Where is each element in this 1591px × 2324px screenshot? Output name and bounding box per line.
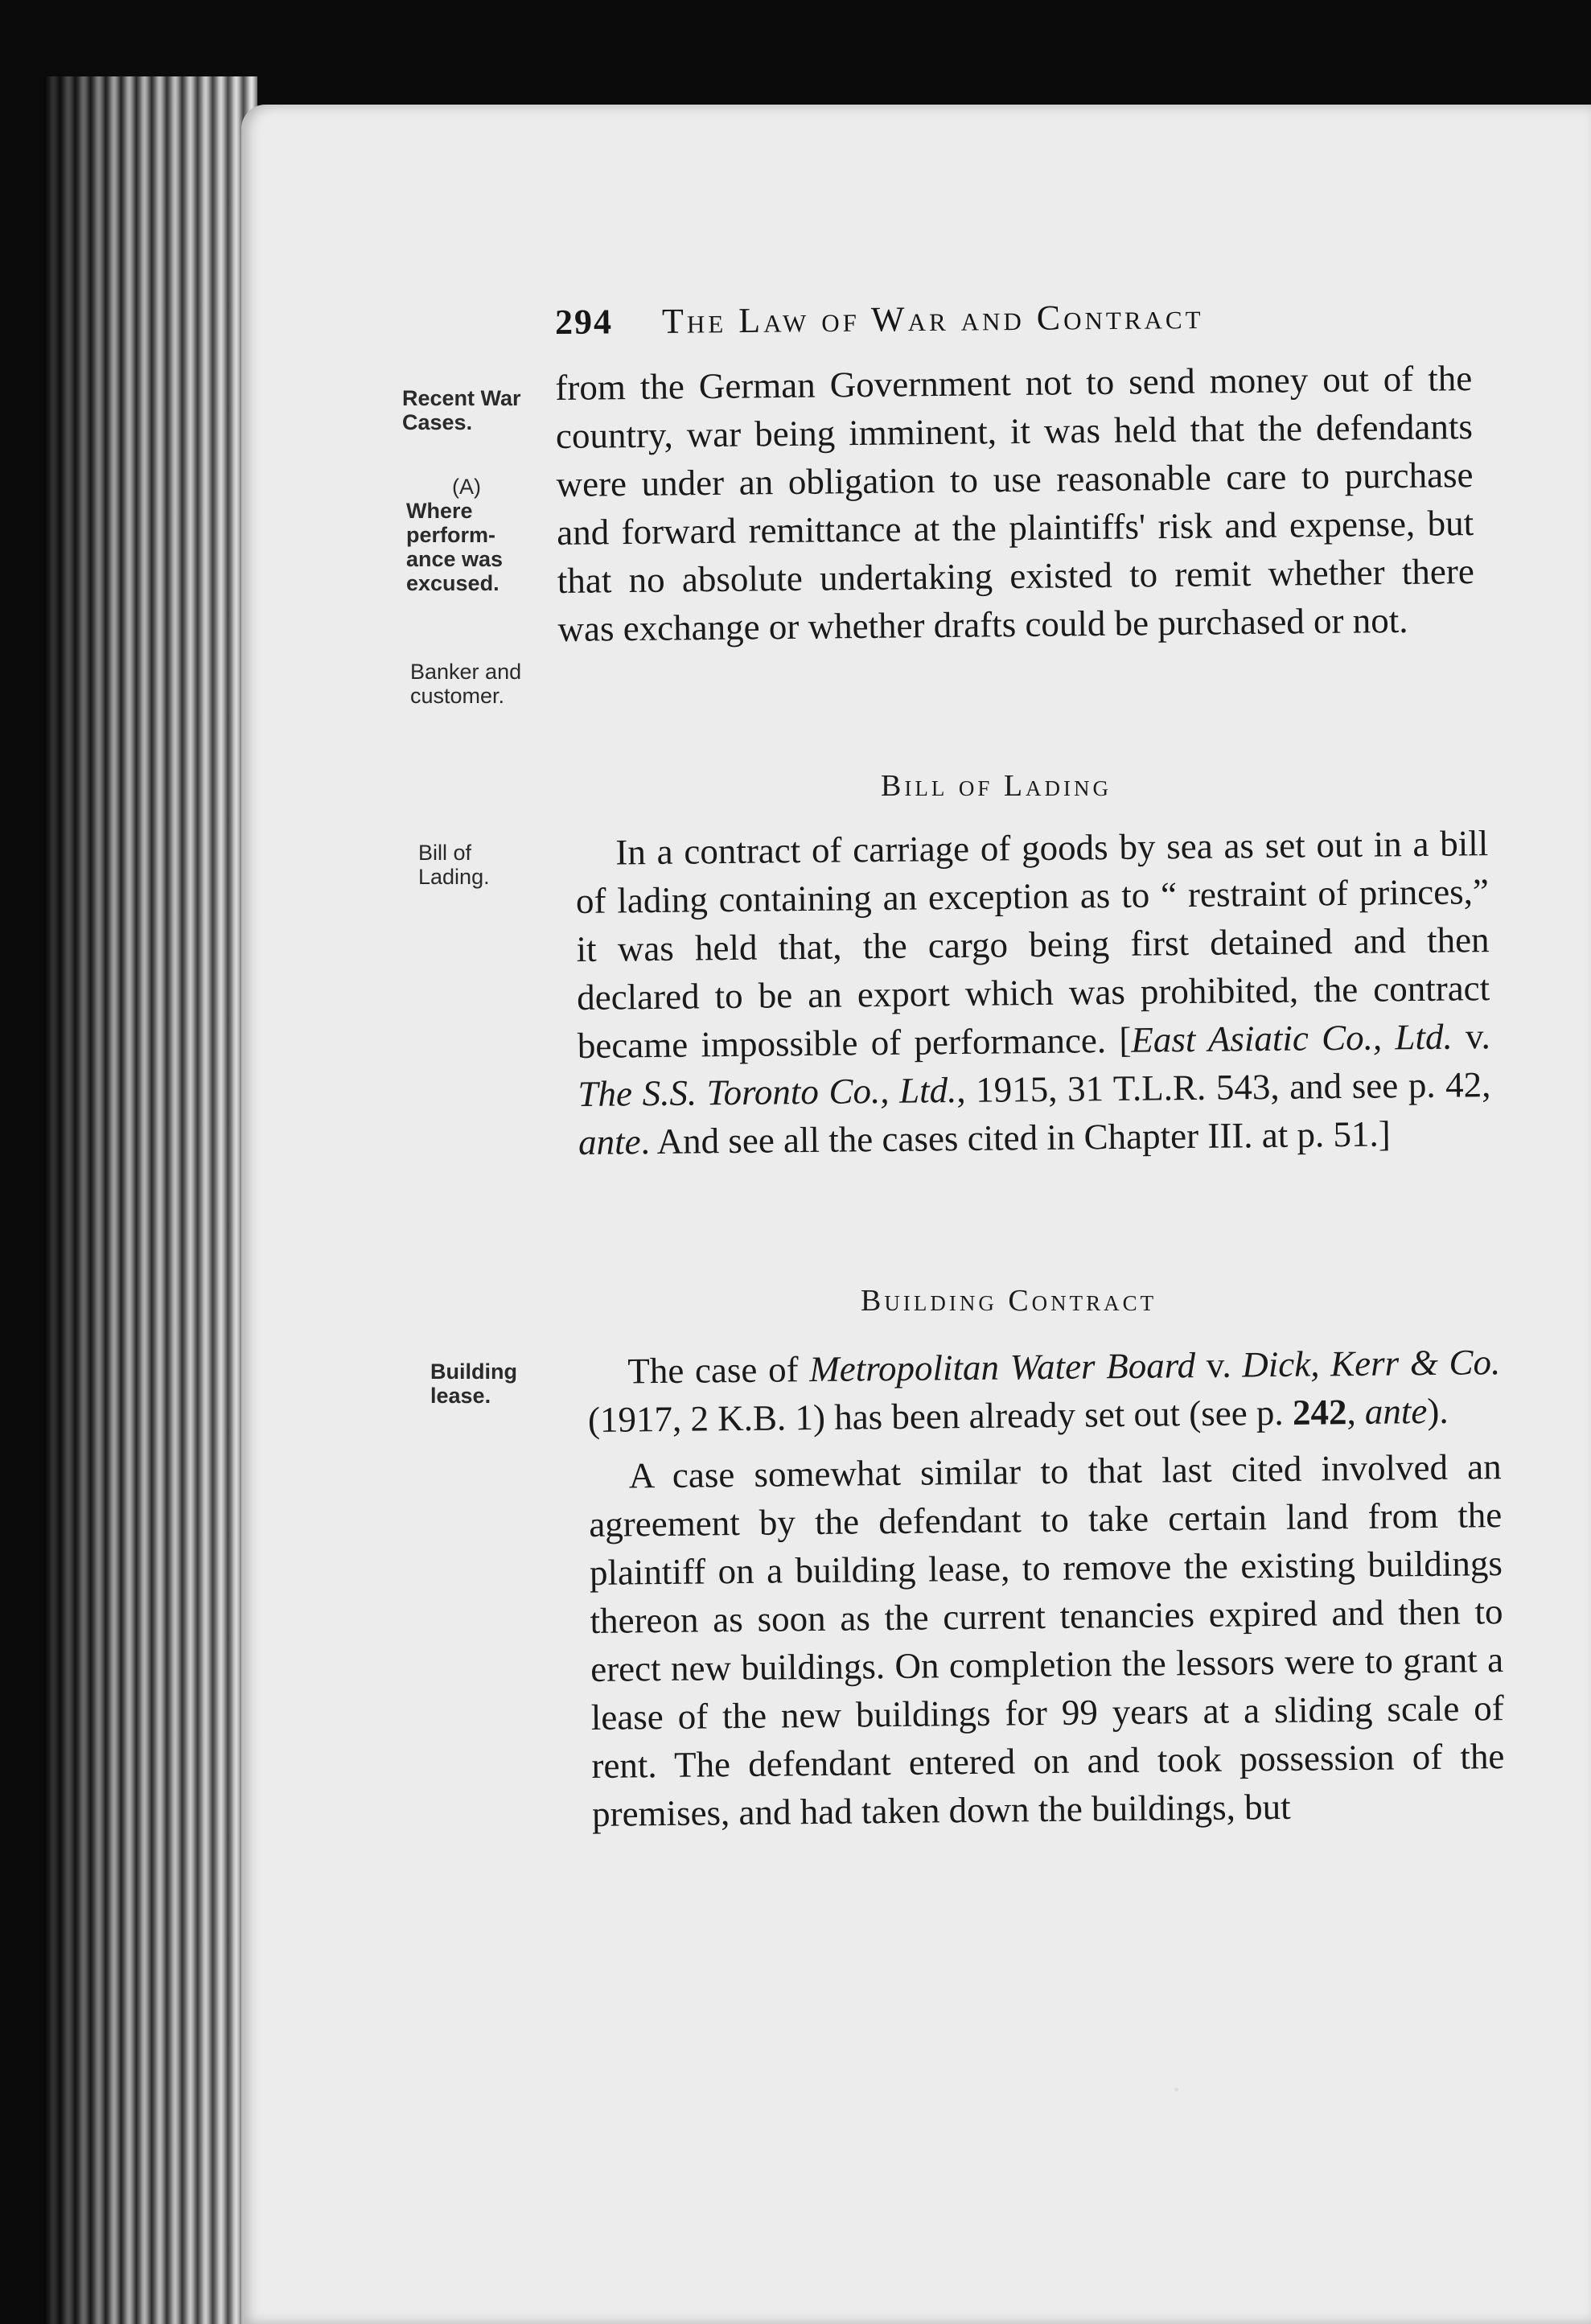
margin-note-bill-of-lading: Bill of Lading.	[418, 841, 490, 889]
margin-note-label: (A)	[452, 475, 481, 499]
margin-note-recent-war-cases: Recent War Cases.	[402, 386, 521, 434]
section-heading-building-contract: Building Contract	[861, 1284, 1157, 1318]
case-name: Metropolitan Water Board	[808, 1345, 1196, 1390]
paragraph-text: from the German Government not to send money out of the country, war being imminent, it was held that the defendants were under an obligation to use reasonable care to purchase and forward remittance at the plaintiffs' risk and expense, but that no absolute undertaking existed to remit whether there was exchange or whether drafts could be purchased or not.	[555, 358, 1475, 649]
page-edge-shadow	[44, 76, 257, 2324]
case-name: Dick, Kerr & Co.	[1241, 1342, 1501, 1385]
margin-note-text: Where perform-ance was excused.	[406, 499, 504, 595]
margin-note-building-lease: Building lease.	[430, 1359, 517, 1408]
case-name: The S.S. Toronto Co., Ltd.	[578, 1070, 957, 1114]
running-head	[555, 294, 1520, 343]
scan-speck	[1174, 2087, 1178, 2092]
margin-note-where-excused	[406, 475, 527, 595]
running-title: The Law of War and Contract	[661, 296, 1204, 341]
paragraph-banker	[555, 354, 1475, 653]
section-heading-bill-of-lading: Bill of Lading	[881, 769, 1112, 803]
case-name: East Asiatic Co., Ltd.	[1131, 1016, 1453, 1060]
paragraph-building-contract: The case of Metropolitan Water Board v. Dick, Kerr & Co. (1917, 2 K.B. 1) has been already set out (see p. 242, ante). A case somewhat similar to that last cited involved an agreement by the defendant to take certain land from the plaintiff on a building lease, to remove the existing buildings thereon as soon as the current tenancies expired and then to erect new buildings. On completion the lessors were to grant a lease of the new buildings for 99 years at a sliding scale of rent. The defendant entered on and took possession of the premises, and had taken down the buildings, but	[587, 1338, 1505, 1838]
paragraph-bill-of-lading: In a contract of carriage of goods by sea as set out in a bill of lading containing an exception as to “ restraint of princes,” it was held that, the cargo being first detained and then declared to be an export which was prohibited, the contract became impossible of performance. [East Asiatic Co., Ltd. v. The S.S. Toronto Co., Ltd., 1915, 31 T.L.R. 543, and see p. 42, ante. And see all the cases cited in Chapter III. at p. 51.]	[575, 823, 1491, 1162]
margin-note-banker: Banker and customer.	[410, 660, 522, 708]
page-number: 294	[554, 302, 614, 342]
paragraph-building-lease: A case somewhat similar to that last cited involved an agreement by the defendant to take certain land from the plaintiff on a building lease, to remove the existing buildings thereon as soon as the current tenancies expired and then to erect new buildings. On completion the lessors were to grant a lease of the new buildings for 99 years at a sliding scale of rent. The defendant entered on and took possession of the premises, and had taken down the buildings, but	[589, 1446, 1505, 1834]
